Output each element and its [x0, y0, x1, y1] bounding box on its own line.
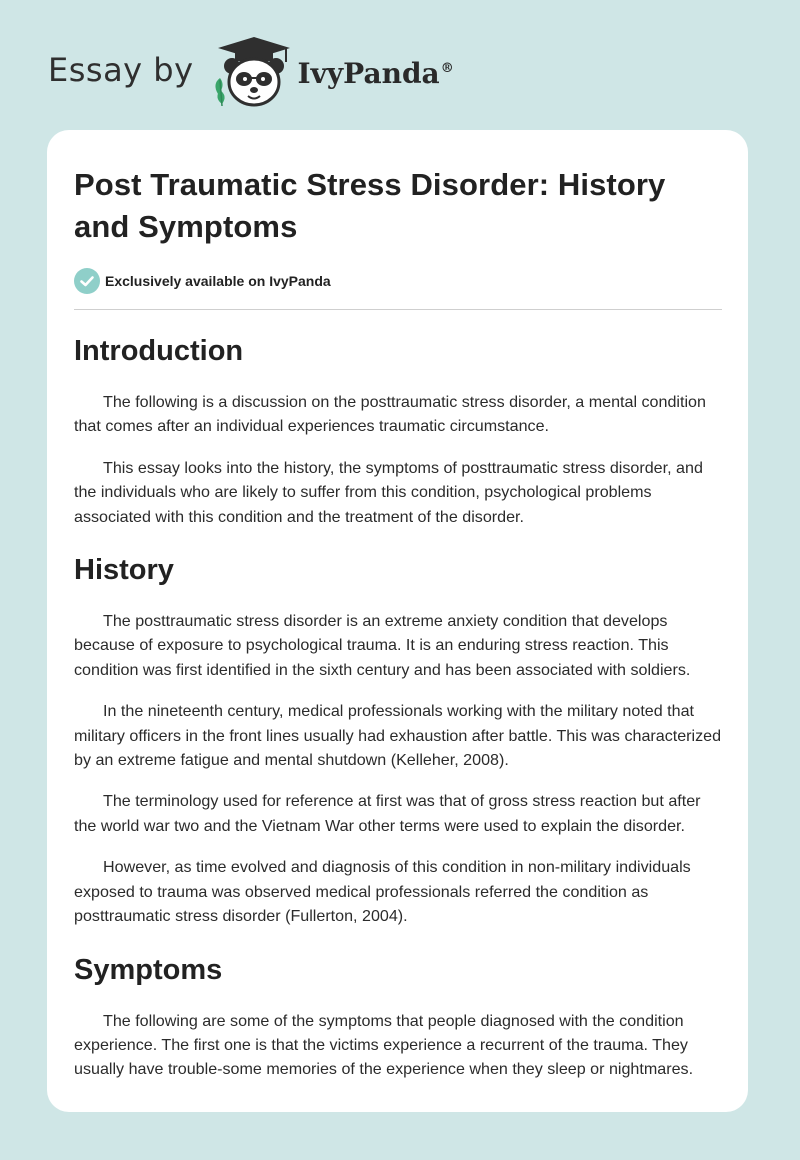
paragraph: The posttraumatic stress disorder is an extreme anxiety condition that develops because of exposure to psychological trauma. It is an enduring stress reaction. This condition was first identified in the sixth century and has been associated with soldiers. [74, 612, 691, 679]
section-heading-history: History [74, 554, 174, 587]
exclusive-badge-text: Exclusively available on IvyPanda [105, 273, 331, 289]
paragraph: However, as time evolved and diagnosis of this condition in non-military individuals exposed to trauma was observed medical professionals referred the condition as posttraumatic stress disorder (Fullerton, 2004). [74, 858, 691, 926]
exclusive-badge [74, 266, 722, 296]
paragraph: This essay looks into the history, the symptoms of posttraumatic stress disorder, and the individuals who are likely to suffer from this condition, psychological problems associated with this condition and the treatment of the disorder. [74, 458, 703, 526]
brand-name: IvyPanda® [297, 56, 454, 90]
panda-graduate-logo-icon [208, 34, 294, 110]
page-title: Post Traumatic Stress Disorder: History and Symptoms [74, 167, 666, 244]
paragraph: The terminology used for reference at first was that of gross stress reaction but after the world war two and the Vietnam War other terms were used to explain the disorder. [74, 792, 701, 835]
essay-card [47, 130, 748, 1112]
paragraph: The following are some of the symptoms that people diagnosed with the condition experience. The first one is that the victims experience a recurrent of the trauma. They usually have trouble-some memories of the experience when they sleep or nightmares. [74, 1011, 694, 1079]
title-divider [74, 309, 722, 310]
section-heading-introduction: Introduction [74, 335, 244, 367]
section-heading-symptoms: Symptoms [74, 953, 223, 986]
brand-header[interactable] [48, 34, 454, 110]
paragraph: In the nineteenth century, medical professionals working with the military noted that military officers in the front lines usually had exhaustion after battle. This was characterized by an extreme fatigue and mental shutdown (Kelleher, 2008). [74, 702, 722, 770]
paragraph: The following is a discussion on the posttraumatic stress disorder, a mental condition that comes after an individual experiences traumatic circumstance. [74, 393, 706, 436]
brand-prefix: Essay by [48, 51, 194, 89]
registered-mark: ® [440, 61, 454, 77]
check-circle-icon [74, 268, 100, 294]
